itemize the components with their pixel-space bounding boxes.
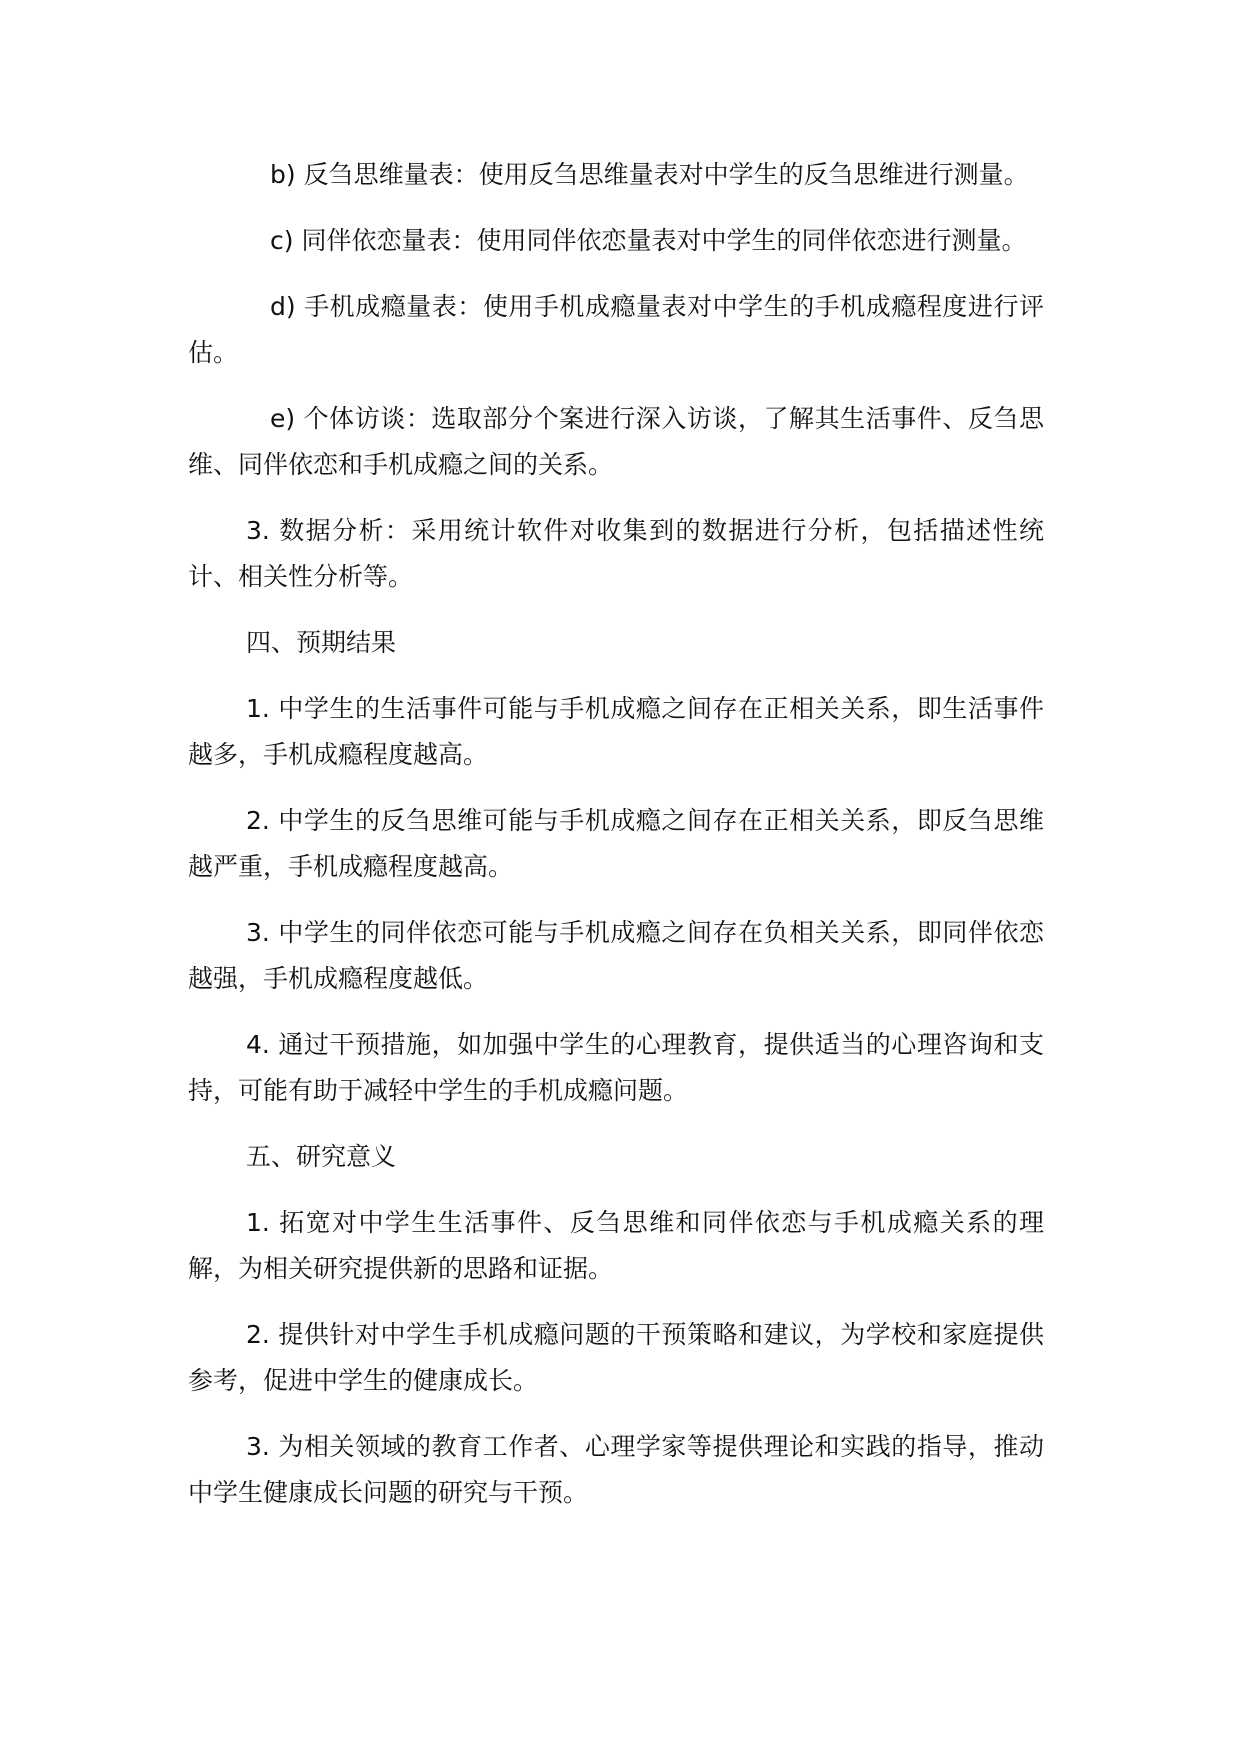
paragraph-data-analysis: 3. 数据分析：采用统计软件对收集到的数据进行分析，包括描述性统计、相关性分析等。 xyxy=(188,516,1044,591)
paragraph-scale-rumination: b) 反刍思维量表：使用反刍思维量表对中学生的反刍思维进行测量。 xyxy=(270,160,1029,189)
paragraph-expected-result-1: 1. 中学生的生活事件可能与手机成瘾之间存在正相关关系，即生活事件越多，手机成瘾程度越高。 xyxy=(188,694,1044,769)
paragraph-individual-interview: e) 个体访谈：选取部分个案进行深入访谈，了解其生活事件、反刍思维、同伴依恋和手机成瘾之间的关系。 xyxy=(188,404,1044,479)
paragraph-significance-1: 1. 拓宽对中学生生活事件、反刍思维和同伴依恋与手机成瘾关系的理解，为相关研究提供新的思路和证据。 xyxy=(188,1208,1044,1283)
paragraph-significance-3: 3. 为相关领域的教育工作者、心理学家等提供理论和实践的指导，推动中学生健康成长问题的研究与干预。 xyxy=(188,1432,1044,1507)
paragraph-expected-result-3: 3. 中学生的同伴依恋可能与手机成瘾之间存在负相关关系，即同伴依恋越强，手机成瘾程度越低。 xyxy=(188,918,1044,993)
paragraph-significance-2: 2. 提供针对中学生手机成瘾问题的干预策略和建议，为学校和家庭提供参考，促进中学生的健康成长。 xyxy=(188,1320,1044,1395)
paragraph-expected-result-4: 4. 通过干预措施，如加强中学生的心理教育，提供适当的心理咨询和支持，可能有助于减轻中学生的手机成瘾问题。 xyxy=(188,1030,1044,1105)
paragraph-scale-peer-attachment: c) 同伴依恋量表：使用同伴依恋量表对中学生的同伴依恋进行测量。 xyxy=(270,226,1027,255)
section-heading-expected-results: 四、预期结果 xyxy=(246,628,397,657)
section-heading-research-significance: 五、研究意义 xyxy=(246,1142,397,1171)
paragraph-expected-result-2: 2. 中学生的反刍思维可能与手机成瘾之间存在正相关关系，即反刍思维越严重，手机成瘾程度越高。 xyxy=(188,806,1044,881)
paragraph-scale-phone-addiction: d) 手机成瘾量表：使用手机成瘾量表对中学生的手机成瘾程度进行评估。 xyxy=(188,292,1044,367)
document-body xyxy=(188,152,1044,1536)
